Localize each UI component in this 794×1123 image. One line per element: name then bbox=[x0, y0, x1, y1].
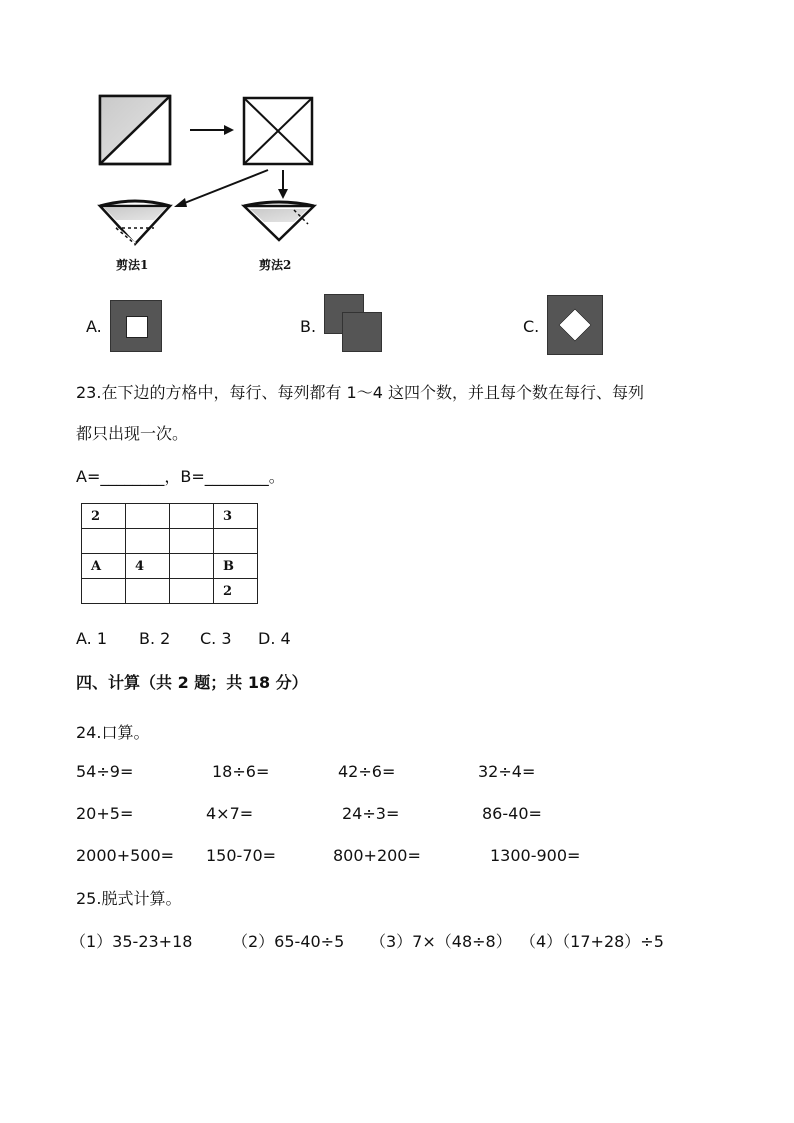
choice-c-letter: C. bbox=[523, 317, 540, 336]
q24-title: 24.口算。 bbox=[76, 723, 150, 742]
grid-cell bbox=[214, 529, 258, 554]
grid-cell bbox=[170, 504, 214, 529]
cut-method-2-label: 剪法2 bbox=[259, 258, 292, 272]
step-calc-item: （1）35-23+18 bbox=[70, 932, 193, 951]
q23-option-a: A. 1 bbox=[76, 629, 108, 648]
arrow-right-icon bbox=[190, 125, 234, 135]
grid-row bbox=[82, 504, 258, 529]
cut-method-2-triangle bbox=[244, 202, 314, 240]
q23-stem-line1: 23.在下边的方格中，每行、每列都有 1～4 这四个数，并且每个数在每行、每列 bbox=[76, 383, 644, 402]
oral-calc-item: 1300-900= bbox=[490, 846, 581, 865]
cut-method-1-triangle bbox=[100, 201, 170, 244]
folded-square-2 bbox=[244, 98, 312, 164]
oral-calc-item: 42÷6= bbox=[338, 762, 396, 781]
q23-option-b: B. 2 bbox=[139, 629, 171, 648]
oral-calc-item: 4×7= bbox=[206, 804, 254, 823]
oral-calc-item: 18÷6= bbox=[212, 762, 270, 781]
step-calc-item: （4）（17+28）÷5 bbox=[520, 932, 664, 951]
arrow-down-icon bbox=[278, 170, 288, 199]
q23-option-d: D. 4 bbox=[258, 629, 291, 648]
grid-cell bbox=[126, 579, 170, 604]
step-calc-item: （2）65-40÷5 bbox=[232, 932, 345, 951]
grid-cell bbox=[126, 529, 170, 554]
number-grid bbox=[81, 503, 258, 604]
grid-row bbox=[82, 529, 258, 554]
grid-cell bbox=[126, 504, 170, 529]
choice-a-image bbox=[110, 300, 162, 352]
arrow-down-left-icon bbox=[174, 170, 268, 207]
oral-calc-item: 20+5= bbox=[76, 804, 134, 823]
oral-calc-item: 32÷4= bbox=[478, 762, 536, 781]
oral-calc-item: 150-70= bbox=[206, 846, 277, 865]
choice-a-letter: A. bbox=[86, 317, 102, 336]
oral-calc-item: 2000+500= bbox=[76, 846, 175, 865]
q23-stem-line2: 都只出现一次。 bbox=[76, 424, 189, 443]
cut-method-1-label: 剪法1 bbox=[116, 258, 149, 272]
folded-square-1 bbox=[100, 96, 170, 164]
grid-cell: 2 bbox=[82, 504, 126, 529]
q25-title: 25.脱式计算。 bbox=[76, 889, 182, 908]
grid-cell bbox=[170, 529, 214, 554]
choice-c-image bbox=[547, 295, 603, 355]
grid-cell: 2 bbox=[214, 579, 258, 604]
grid-cell: B bbox=[214, 554, 258, 579]
grid-cell bbox=[82, 579, 126, 604]
grid-cell bbox=[170, 554, 214, 579]
choice-b-letter: B. bbox=[300, 317, 317, 336]
q23-option-c: C. 3 bbox=[200, 629, 232, 648]
oral-calc-item: 800+200= bbox=[333, 846, 421, 865]
choice-b-image bbox=[324, 294, 384, 354]
q23-answer-blanks: A=________，B=________。 bbox=[76, 467, 285, 486]
oral-calc-item: 86-40= bbox=[482, 804, 542, 823]
grid-cell: A bbox=[82, 554, 126, 579]
oral-calc-item: 54÷9= bbox=[76, 762, 134, 781]
grid-row bbox=[82, 554, 258, 579]
grid-cell: 3 bbox=[214, 504, 258, 529]
grid-cell: 4 bbox=[126, 554, 170, 579]
step-calc-item: （3）7×（48÷8） bbox=[370, 932, 512, 951]
oral-calc-item: 24÷3= bbox=[342, 804, 400, 823]
grid-row bbox=[82, 579, 258, 604]
grid-cell bbox=[170, 579, 214, 604]
section-heading: 四、计算（共 2 题；共 18 分） bbox=[76, 673, 308, 692]
grid-cell bbox=[82, 529, 126, 554]
